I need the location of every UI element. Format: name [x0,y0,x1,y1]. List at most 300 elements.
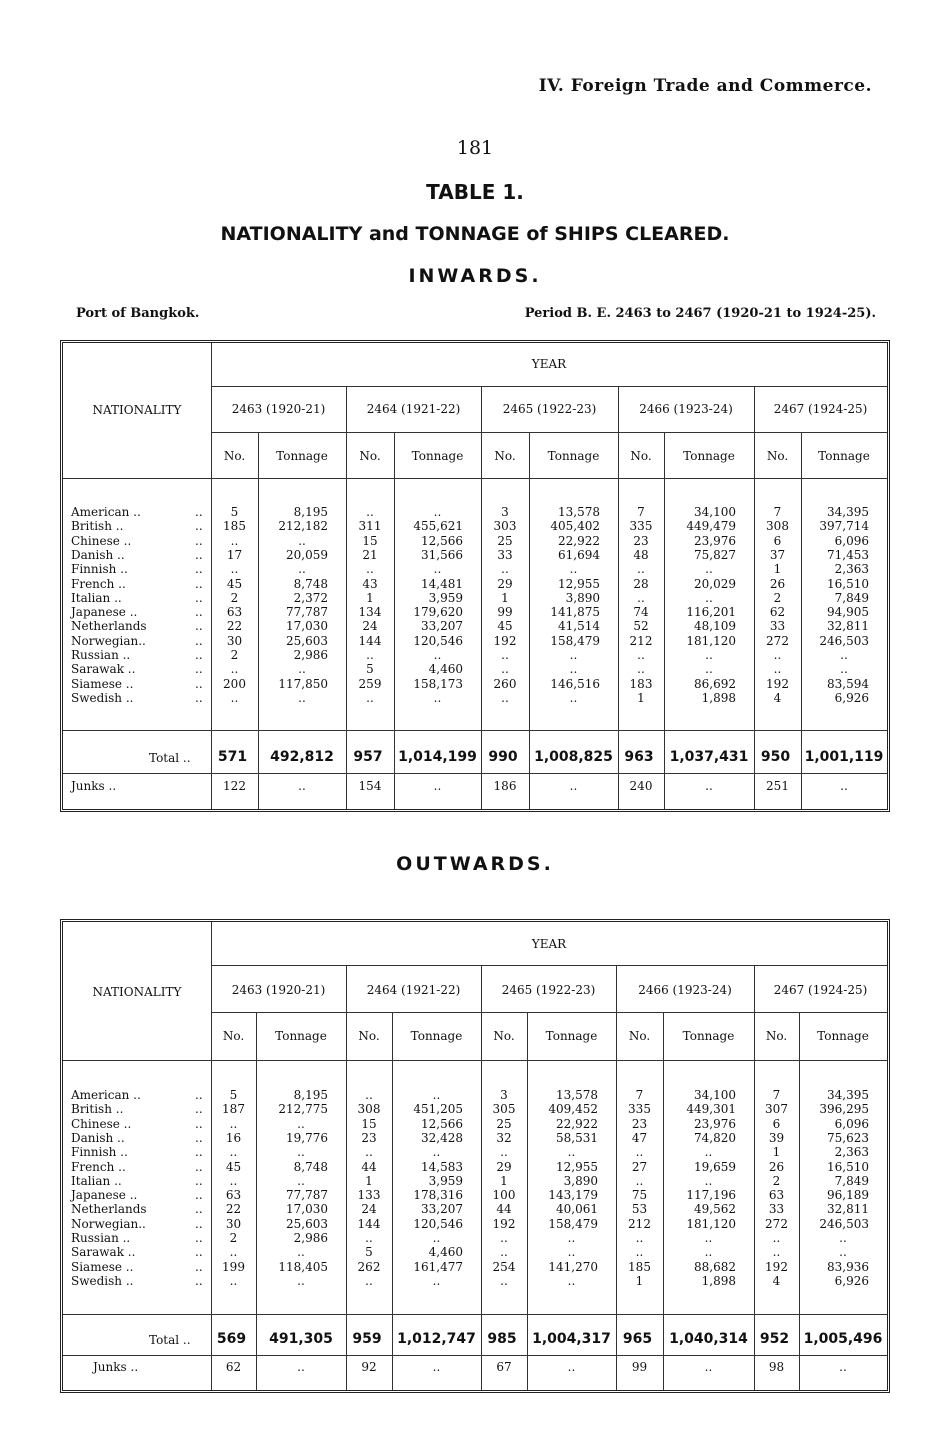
tonnage-value: 75,623 [827,1130,869,1145]
tonnage-value: 212,182 [278,519,328,534]
total-label: Total .. [149,751,191,765]
total-label: Total .. [149,1333,191,1347]
ship-count: 1 [637,690,645,705]
nationality-name: Siamese .. [71,1259,134,1274]
ship-count: .. [635,1173,644,1188]
tonnage-value: .. [705,562,713,577]
tonnage-header: Tonnage [682,1029,735,1043]
nationality-name: Chinese .. [71,1116,132,1131]
nationality-name: Finnish .. [71,1145,128,1160]
ship-count: .. [637,562,645,577]
tonnage-value: 181,120 [686,1216,736,1231]
tonnage-value: 118,405 [278,1259,328,1274]
ship-count: 199 [222,1259,245,1274]
ship-count: 43 [362,576,378,591]
tonnage-value: 33,207 [421,619,463,634]
ship-count: .. [501,562,509,577]
tonnage-header: Tonnage [411,449,464,463]
nationality-dots: .. [195,676,203,691]
ship-count: 6 [772,1116,781,1131]
junks-tonnage: .. [433,779,442,793]
ship-count: 22 [225,1202,242,1217]
ship-count: 100 [492,1188,516,1203]
year-label: 2466 (1923-24) [638,983,732,997]
tonnage-value: 2,363 [834,562,869,577]
rule [63,478,887,479]
total-count: 569 [216,1331,247,1347]
tonnage-value: 22,922 [558,533,600,548]
total-count: 950 [760,749,791,765]
nationality-dots: .. [195,533,203,548]
ship-count: 254 [492,1259,516,1274]
nationality-name: Russian .. [71,648,131,662]
total-tonnage: 1,004,317 [532,1331,611,1347]
junks-label: Junks .. [93,1360,139,1374]
ship-count: .. [500,1145,508,1160]
no-header: No. [358,1029,380,1043]
tonnage-value: 117,196 [686,1188,736,1203]
tonnage-value: 12,566 [421,533,463,548]
ship-count: .. [365,1088,373,1102]
year-label: 2465 (1922-23) [501,983,596,997]
year-header: YEAR [531,937,567,951]
ship-count: .. [230,533,239,548]
ship-count: 45 [226,576,243,591]
ship-count: 144 [357,1216,381,1231]
ship-count: 1 [501,590,509,605]
nationality-dots: .. [195,1273,203,1288]
tonnage-value: 146,516 [550,676,600,691]
ship-count: .. [635,1245,644,1260]
rule [211,1012,887,1013]
tonnage-value: .. [297,1173,305,1188]
tonnage-value: 25,603 [286,633,328,648]
page-number: 181 [456,137,494,159]
junks-tonnage: .. [567,1360,576,1374]
rule [63,1355,887,1356]
tonnage-value: 34,395 [827,1088,869,1102]
tonnage-value: 120,546 [413,1216,463,1231]
nationality-dots: .. [195,619,203,634]
tonnage-value: 13,578 [558,505,600,519]
ship-count: .. [229,1173,238,1188]
tonnage-value: .. [704,1173,713,1188]
nationality-dots: .. [195,1259,203,1274]
tonnage-value: 141,270 [548,1259,598,1274]
ship-count: .. [365,1273,373,1288]
junks-tonnage: .. [840,779,848,793]
tonnage-value: 23,976 [694,1116,736,1131]
ship-count: 308 [357,1102,381,1117]
tonnage-value: 8,748 [293,576,328,591]
total-tonnage: 1,008,825 [534,749,613,765]
tonnage-value: .. [567,1273,576,1288]
nationality-name: Netherlands [71,619,147,634]
year-label: 2466 (1923-24) [639,402,733,416]
ship-count: .. [229,1245,238,1260]
ship-count: 26 [768,1159,785,1174]
nationality-name: British .. [71,519,124,534]
tonnage-value: .. [704,1145,713,1160]
total-tonnage: 1,037,431 [669,749,749,765]
nationality-dots: .. [195,562,203,577]
ship-count: 44 [496,1202,512,1217]
ship-count: 7 [772,1088,781,1102]
tonnage-value: 22,922 [556,1116,598,1131]
no-header: No. [359,449,381,463]
nationality-dots: .. [195,633,203,648]
rule [63,730,887,731]
nationality-dots: .. [195,605,203,620]
tonnage-value: .. [704,1231,713,1245]
tonnage-header: Tonnage [547,449,600,463]
year-label: 2464 (1921-22) [366,983,461,997]
tonnage-value: 117,850 [278,676,328,691]
ship-count: 47 [631,1130,648,1145]
tonnage-value: 179,620 [413,605,463,620]
tonnage-value: 40,061 [556,1202,598,1217]
year-label: 2463 (1920-21) [231,402,326,416]
tonnage-value: 14,583 [421,1159,463,1174]
ship-count: 48 [633,547,649,562]
nationality-dots: .. [195,1088,203,1102]
tonnage-value: .. [839,1231,847,1245]
tonnage-value: 12,566 [421,1116,463,1131]
tonnage-header: Tonnage [683,449,735,463]
tonnage-value: 3,959 [428,590,463,605]
tonnage-value: 75,827 [694,547,736,562]
ship-count: .. [366,648,374,662]
ship-count: 5 [365,1245,373,1260]
ship-count: 15 [361,1116,377,1131]
outwards-title: OUTWARDS. [396,853,554,875]
tonnage-value: 32,811 [827,1202,869,1217]
tonnage-value: 61,694 [558,547,600,562]
ship-count: .. [366,690,374,705]
ship-count: 192 [492,1216,516,1231]
junks-count: 99 [631,1360,648,1374]
tonnage-value: 33,207 [421,1202,463,1217]
tonnage-value: 6,096 [834,533,869,548]
ship-count: 30 [225,1216,242,1231]
ship-count: 17 [226,547,243,562]
ship-count: .. [501,662,509,677]
tonnage-value: 7,849 [834,590,869,605]
tonnage-value: 161,477 [413,1259,463,1274]
rule [63,1314,887,1315]
ship-count: 185 [628,1259,651,1274]
tonnage-value: 25,603 [286,1216,328,1231]
nationality-name: British .. [71,1102,124,1117]
total-count: 985 [487,1331,517,1347]
tonnage-value: .. [567,1145,576,1160]
ship-count: 33 [769,619,786,634]
nationality-name: Sarawak .. [71,1245,136,1260]
tonnage-value: 74,820 [694,1130,736,1145]
tonnage-value: .. [567,1231,576,1245]
tonnage-value: 49,562 [694,1202,736,1217]
tonnage-value: .. [704,1245,713,1260]
tonnage-value: .. [298,562,306,577]
nationality-dots: .. [195,1130,203,1145]
tonnage-value: 96,189 [827,1188,869,1203]
ship-count: 15 [362,533,378,548]
ship-count: .. [229,1273,238,1288]
no-header: No. [628,1029,651,1043]
outwards-table [60,919,890,1393]
tonnage-value: 20,029 [694,576,736,591]
junks-tonnage: .. [705,779,713,793]
junks-count: 62 [225,1360,242,1374]
nationality-name: Swedish .. [71,1273,134,1288]
tonnage-value: .. [297,1273,305,1288]
ship-count: 16 [225,1130,242,1145]
ship-count: 1 [773,562,782,577]
ship-count: 192 [765,1259,788,1274]
ship-count: 52 [633,619,649,634]
tonnage-value: 1,898 [701,1273,736,1288]
nationality-name: Japanese .. [71,1188,138,1203]
ship-count: 307 [765,1102,788,1117]
tonnage-header: Tonnage [817,1029,869,1043]
ship-count: 4 [773,690,782,705]
tonnage-value: 2,986 [293,648,328,662]
tonnage-value: .. [297,1145,305,1160]
ship-count: 63 [768,1188,785,1203]
ship-count: 24 [361,1202,377,1217]
tonnage-value: 246,503 [819,1216,869,1231]
tonnage-value: .. [433,648,442,662]
tonnage-value: .. [297,1116,305,1131]
ship-count: .. [230,690,239,705]
ship-count: 2 [230,648,239,662]
rule [211,965,887,966]
nationality-name: Danish .. [71,1130,125,1145]
ship-count: 63 [225,1188,242,1203]
tonnage-value: 16,510 [827,576,869,591]
ship-count: 5 [366,662,374,677]
year-label: 2463 (1920-21) [231,983,326,997]
tonnage-value: 23,976 [694,533,736,548]
total-tonnage: 491,305 [269,1331,333,1347]
no-header: No. [493,1029,515,1043]
ship-count: .. [500,1231,508,1245]
no-header: No. [494,449,516,463]
nationality-name: American .. [71,1088,141,1102]
ship-count: 133 [357,1188,381,1203]
nationality-dots: .. [195,547,203,562]
ship-count: 7 [637,505,645,519]
nationality-name: Netherlands [71,1202,147,1217]
junks-count: 251 [766,779,789,793]
year-label: 2467 (1924-25) [773,402,868,416]
tonnage-value: 20,059 [286,547,328,562]
total-count: 963 [624,749,654,765]
tonnage-value: .. [298,690,306,705]
ship-count: .. [366,505,374,519]
ship-count: .. [772,1245,781,1260]
nationality-name: Siamese .. [71,676,134,691]
tonnage-header: Tonnage [410,1029,463,1043]
tonnage-value: .. [432,1145,441,1160]
tonnage-value: 3,959 [428,1173,463,1188]
ship-count: 29 [496,1159,512,1174]
ship-count: .. [637,662,645,677]
ship-count: 39 [768,1130,785,1145]
tonnage-value: 212,775 [278,1102,328,1117]
ship-count: 44 [361,1159,377,1174]
nationality-name: French .. [71,576,126,591]
tonnage-value: 158,479 [550,633,600,648]
ship-count: 183 [629,676,653,691]
tonnage-value: 3,890 [565,590,600,605]
table-label: TABLE 1. [426,180,524,204]
tonnage-value: .. [569,662,578,677]
total-tonnage: 1,040,314 [669,1331,748,1347]
nationality-name: Italian .. [71,590,122,605]
nationality-name: Italian .. [71,1173,122,1188]
junks-tonnage: .. [297,1360,305,1374]
nationality-name: Swedish .. [71,690,134,705]
nationality-name: American .. [71,505,141,519]
ship-count: 192 [766,676,789,691]
ship-count: 3 [501,505,509,519]
nationality-header: NATIONALITY [92,403,182,417]
ship-count: 6 [773,533,782,548]
ship-count: 4 [772,1273,781,1288]
nationality-dots: .. [195,1216,203,1231]
junks-tonnage: .. [569,779,578,793]
nationality-dots: .. [195,662,203,677]
tonnage-value: 178,316 [413,1188,463,1203]
ship-count: .. [501,648,509,662]
ship-count: 1 [365,1173,373,1188]
tonnage-value: 455,621 [413,519,463,534]
no-header: No. [223,449,246,463]
ship-count: 23 [631,1116,648,1131]
ship-count: .. [500,1273,508,1288]
tonnage-value: 13,578 [556,1088,598,1102]
nationality-dots: .. [195,519,203,534]
ship-count: 74 [633,605,649,620]
ship-count: 99 [497,605,513,620]
ship-count: .. [500,1245,508,1260]
tonnage-value: .. [432,1231,441,1245]
junks-count: 67 [496,1360,512,1374]
ship-count: 23 [361,1130,377,1145]
ship-count: .. [637,590,645,605]
tonnage-value: 158,173 [413,676,463,691]
junks-tonnage: .. [432,1360,441,1374]
no-header: No. [630,449,652,463]
nationality-dots: .. [195,1173,203,1188]
tonnage-value: .. [297,1245,305,1260]
ship-count: .. [501,690,509,705]
ship-count: .. [366,562,374,577]
no-header: No. [766,449,789,463]
tonnage-value: 116,201 [686,605,736,620]
tonnage-value: 181,120 [686,633,736,648]
year-label: 2467 (1924-25) [773,983,868,997]
ship-count: 335 [629,519,653,534]
ship-count: .. [773,648,782,662]
no-header: No. [222,1029,245,1043]
nationality-dots: .. [195,1145,203,1160]
tonnage-value: .. [705,662,713,677]
nationality-dots: .. [195,1202,203,1217]
ship-count: 212 [629,633,653,648]
ship-count: 21 [362,547,378,562]
junks-count: 92 [361,1360,377,1374]
junks-count: 98 [768,1360,785,1374]
ship-count: 5 [229,1088,238,1102]
nationality-dots: .. [195,648,203,662]
ship-count: 303 [493,519,517,534]
tonnage-value: 6,096 [834,1116,869,1131]
tonnage-header: Tonnage [545,1029,598,1043]
tonnage-value: 8,195 [293,505,328,519]
ship-count: 272 [765,1216,788,1231]
tonnage-value: 34,100 [694,1088,736,1102]
tonnage-value: 17,030 [286,1202,328,1217]
ship-count: 2 [230,590,239,605]
tonnage-value: .. [567,1245,576,1260]
ship-count: 1 [500,1173,508,1188]
tonnage-value: 6,926 [834,1273,869,1288]
ship-count: 29 [497,576,513,591]
tonnage-value: 405,402 [550,519,600,534]
tonnage-value: .. [840,662,848,677]
nationality-name: Danish .. [71,547,125,562]
nationality-dots: .. [195,1102,203,1117]
tonnage-value: .. [432,1273,441,1288]
junks-tonnage: .. [839,1360,847,1374]
rule [63,1060,887,1061]
nationality-dots: .. [195,1116,203,1131]
ship-count: 33 [497,547,513,562]
tonnage-value: 58,531 [556,1130,598,1145]
tonnage-value: .. [433,690,442,705]
ship-count: 134 [358,605,382,620]
tonnage-value: 41,514 [558,619,600,634]
tonnage-value: 1,898 [701,690,736,705]
ship-count: 3 [500,1088,508,1102]
ship-count: .. [365,1145,373,1160]
no-header: No. [765,1029,788,1043]
ship-count: 144 [358,633,382,648]
total-count: 990 [488,749,518,765]
ship-count: 75 [631,1188,648,1203]
period-label: Period B. E. 2463 to 2467 (1920-21 to 1924-25). [524,306,876,321]
nationality-dots: .. [195,690,203,705]
nationality-name: French .. [71,1159,126,1174]
rule [211,386,887,387]
ship-count: .. [637,648,645,662]
tonnage-value: .. [432,1088,441,1102]
ship-count: 30 [226,633,243,648]
ship-count: 192 [493,633,517,648]
tonnage-value: 12,955 [556,1159,598,1174]
tonnage-value: 17,030 [286,619,328,634]
tonnage-value: 32,811 [827,619,869,634]
inwards-table [60,340,890,812]
nationality-name: Finnish .. [71,562,128,577]
ship-count: 187 [222,1102,245,1117]
year-label: 2465 (1922-23) [502,402,597,416]
ship-count: 260 [493,676,517,691]
tonnage-value: 451,205 [413,1102,463,1117]
ship-count: 200 [223,676,246,691]
